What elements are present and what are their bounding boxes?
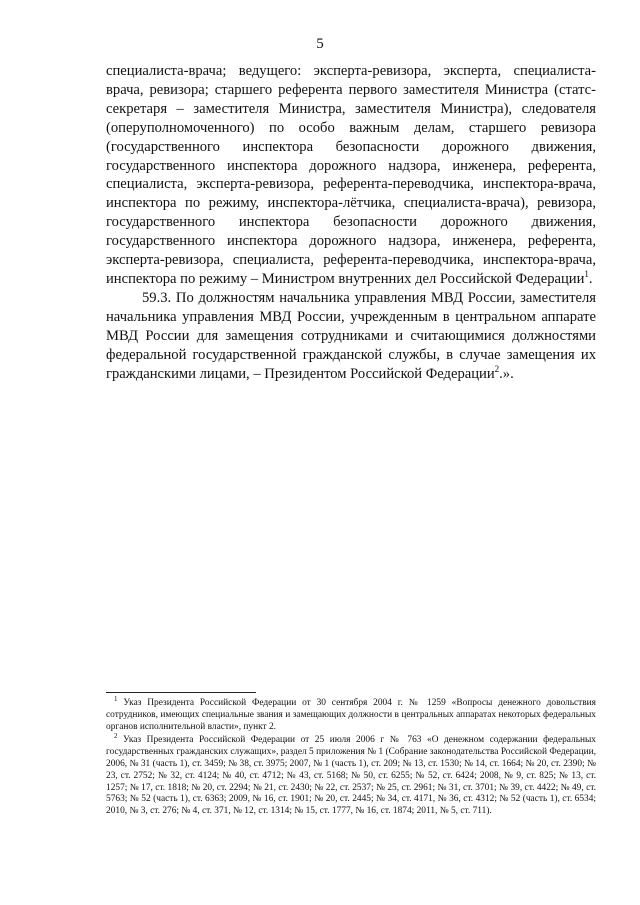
paragraph-2-end: .».: [499, 365, 514, 382]
paragraph-1-text: специалиста-врача; ведущего: эксперта-ревизора, эксперта, специалиста-врача, ревизора; старшего референта первого заместителя Министра (статс-секретаря – заместителя Министра, заместителя Министра), следователя (оперуполномоченного) по особо важным делам, старшего ревизора (государственного инспектора безопасности дорожного движения, государственного инспектора дорожного надзора, инженера, референта, специалиста, эксперта-ревизора, референта-переводчика, инспектора-врача, инспектора по режиму, инспектора-лётчика, специалиста-врача), ревизора, государственного инспектора безопасности дорожного движения, государственного инспектора дорожного надзора, инженера, референта, эксперта-ревизора, специалиста, референта-переводчика, инспектора-врача, инспектора по режиму – Министром внутренних дел Российской Федерации: [106, 63, 596, 287]
footnote-ref-2: 2: [494, 363, 500, 374]
footnote-1-marker: 1: [114, 694, 118, 703]
paragraph-1-end: .: [588, 270, 593, 287]
footnote-2-marker: 2: [114, 732, 118, 741]
footnote-ref-1: 1: [584, 269, 589, 280]
footnote-2-text: Указ Президента Российской Федерации от 25 июля 2006 г № 763 «О денежном содержании федеральных государственных гражданских служащих», раздел 5 приложения № 1 (Собрание законодательства Российской Федерации, 2006, № 31 (часть 1), ст. 3459; № 38, ст. 3975; 2007, № 1 (часть 1), ст. 209; № 13, ст. 1530; № 14, ст. 1664; № 20, ст. 2390; № 23, ст. 2752; № 32, ст. 4124; № 40, ст. 4712; № 43, ст. 5168; № 50, ст. 6255; № 52, ст. 6424; 2008, № 9, ст. 825; № 13, ст. 1257; № 17, ст. 1818; № 20, ст. 2294; № 21, ст. 2430; № 22, ст. 2537; № 25, ст. 2961; № 31, ст. 3701; № 39, ст. 4422; № 49, ст. 5763; № 52 (часть 1), ст. 6363; 2009, № 16, ст. 1901; № 20, ст. 2445; № 34, ст. 4171, № 36, ст. 4312; № 52 (часть 1), ст. 6534; 2010, № 3, ст. 276; № 4, ст. 371, № 12, ст. 1314; № 15, ст. 1777, № 16, ст. 1874; 2011, № 5, ст. 711).: [106, 735, 596, 817]
footnote-2: [106, 732, 596, 818]
page-number: 5: [316, 36, 324, 52]
footnote-separator: [106, 692, 256, 693]
footnote-1-text: Указ Президента Российской Федерации от 30 сентября 2004 г. № 1259 «Вопросы денежного довольствия сотрудников, имеющих специальные звания и замещающих должности в центральных аппаратах некоторых федеральных органов исполнительной власти», пункт 2.: [106, 698, 596, 732]
body-text: [106, 62, 596, 383]
paragraph-2-text: 59.3. По должностям начальника управления МВД России, заместителя начальника управления МВД России, учрежденным в центральном аппарате МВД России для замещения сотрудниками и считающимися должностями федеральной государственной гражданской службы, в случае замещения их гражданскими лицами, – Президентом Российской Федерации: [106, 289, 596, 382]
paragraph-59-3: [106, 289, 596, 384]
footnote-1: [106, 694, 596, 733]
footnotes: [106, 694, 596, 820]
paragraph-continuation: [106, 62, 596, 289]
